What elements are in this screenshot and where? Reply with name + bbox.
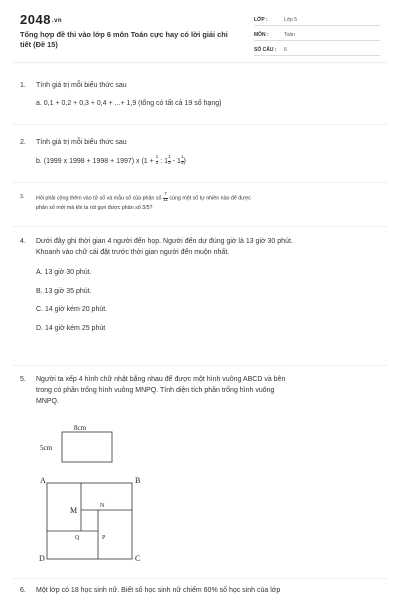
- width-label: 8cm: [74, 424, 87, 432]
- question-subpart: b. (1999 x 1998 + 1998 + 1997) x (1 + $\frac{1}{2}$ : 1 $\frac{1}{2}$ - 1 $\frac{1}{3}$ ): [36, 154, 186, 166]
- meta-count-label: SỐ CÂU :: [254, 47, 277, 53]
- question-text-line2: phân số mới mà khi ta rút gọn được phân số 3/5?: [36, 204, 153, 211]
- meta-subject-label: MÔN :: [254, 32, 269, 38]
- meta-class-label: LỚP :: [254, 17, 268, 23]
- question-text: Tính giá trị mỗi biểu thức sau: [36, 82, 127, 89]
- question-number: 5.: [20, 376, 26, 383]
- meta-subject-value: Toán: [284, 32, 295, 38]
- label-a: A: [40, 476, 46, 485]
- question-text: Một lớp có 18 học sinh nữ. Biết số học sinh nữ chiếm 60% số học sinh của lớp: [36, 587, 281, 594]
- question-subpart: a. 0,1 + 0,2 + 0,3 + 0,4 + ...+ 1,9 (tổng có tất cả 19 số hạng): [36, 99, 222, 107]
- question-text: Dưới đây ghi thời gian 4 người đến họp. Người đến dự đúng giờ là 13 giờ 30 phút.: [36, 238, 293, 245]
- option-b[interactable]: B. 13 giờ 35 phút.: [36, 287, 92, 295]
- question-number: 1.: [20, 82, 26, 89]
- document-title: Tổng hợp đề thi vào lớp 6 môn Toán cực hay có lời giải chi tiết (Đề 15): [20, 30, 228, 49]
- question-number: 4.: [20, 238, 26, 245]
- height-label: 5cm: [40, 444, 53, 452]
- question-text-line2: trong có phần trống hình vuông MNPQ. Tính diện tích phần trống hình vuông: [36, 386, 275, 394]
- question-text: Hỏi phải cộng thêm vào tử số và mẫu số của phân số $\frac{7}{11}$ cùng một số tự nhiên nào để được: [36, 192, 251, 203]
- meta-count-value: 6: [284, 47, 287, 53]
- label-c: C: [135, 554, 141, 563]
- question-text-line3: MNPQ.: [36, 397, 59, 405]
- separator: [12, 578, 388, 579]
- question-6: [20, 586, 382, 597]
- question-text: Tính giá trị mỗi biểu thức sau: [36, 139, 127, 146]
- label-b: B: [135, 476, 141, 485]
- label-n: N: [100, 503, 105, 509]
- question-text: Người ta xếp 4 hình chữ nhật bằng nhau để được một hình vuông ABCD và bên: [36, 376, 286, 383]
- question-number: 6.: [20, 587, 26, 594]
- fraction: $\frac{1}{2}$: [168, 154, 171, 166]
- question-number: 3.: [20, 194, 25, 200]
- label-d: D: [39, 554, 45, 563]
- fraction: $\frac{7}{11}$: [162, 192, 168, 203]
- fraction: $\frac{1}{2}$: [155, 154, 159, 166]
- label-m: M: [70, 506, 78, 515]
- option-a[interactable]: A. 13 giờ 30 phút.: [36, 268, 92, 276]
- single-rectangle: [62, 432, 112, 462]
- brand-logo[interactable]: 2048.vn: [20, 12, 63, 27]
- square-abcd: [47, 483, 132, 559]
- label-q: Q: [75, 535, 80, 541]
- label-p: P: [102, 535, 106, 541]
- option-c[interactable]: C. 14 giờ kém 20 phút.: [36, 306, 108, 314]
- question-number: 2.: [20, 139, 26, 146]
- option-d[interactable]: D. 14 giờ kém 25 phút: [36, 325, 106, 333]
- meta-class-value: Lớp 5: [284, 17, 298, 23]
- fraction: $\frac{1}{3}$: [180, 154, 184, 166]
- question-text-line2: Khoanh vào chữ cái đặt trước thời gian người đến muộn nhất.: [36, 248, 230, 256]
